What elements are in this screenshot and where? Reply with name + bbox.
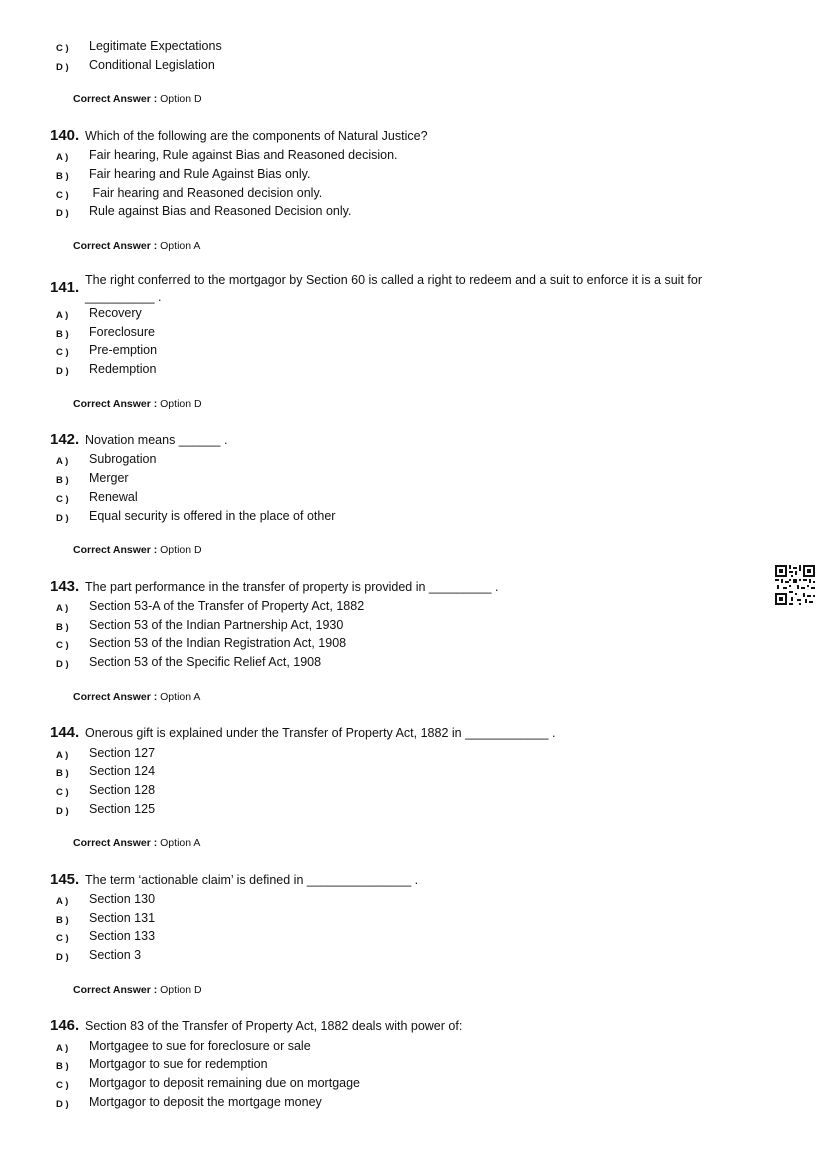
correct-answer xyxy=(73,837,200,849)
option-text: Foreclosure xyxy=(89,325,155,339)
option-letter: B ) xyxy=(56,171,69,182)
question-number: 146. xyxy=(50,1017,80,1034)
option-text: Subrogation xyxy=(89,452,157,466)
question-text: The right conferred to the mortgagor by Section 60 is called a right to redeem and a suit to enforce it is a suit for __________ . xyxy=(85,273,702,304)
option-letter: C ) xyxy=(56,347,69,358)
correct-answer xyxy=(73,240,200,252)
correct-answer xyxy=(73,691,200,703)
correct-answer-label: Correct Answer : xyxy=(73,93,158,105)
option-text: Fair hearing, Rule against Bias and Reasoned decision. xyxy=(89,148,398,162)
option-letter: A ) xyxy=(56,456,69,467)
question-number: 140. xyxy=(50,127,80,144)
option-letter: D ) xyxy=(56,659,69,670)
option-text: Fair hearing and Rule Against Bias only. xyxy=(89,167,311,181)
option-letter: C ) xyxy=(56,787,69,798)
option-text: Fair hearing and Reasoned decision only. xyxy=(89,186,323,200)
correct-answer-value: Option A xyxy=(160,691,201,703)
option-text: Section 130 xyxy=(89,892,156,906)
option-letter: A ) xyxy=(56,1043,69,1054)
option-letter: B ) xyxy=(56,475,69,486)
question-text: Onerous gift is explained under the Transfer of Property Act, 1882 in ____________ . xyxy=(85,726,556,740)
correct-answer-value: Option D xyxy=(160,93,202,105)
question-number: 144. xyxy=(50,724,80,741)
correct-answer xyxy=(73,398,202,410)
option-letter: C ) xyxy=(56,190,69,201)
question-number: 143. xyxy=(50,578,80,595)
option-text: Equal security is offered in the place of other xyxy=(89,509,336,523)
option-letter: A ) xyxy=(56,310,69,321)
question-number: 142. xyxy=(50,431,80,448)
option-text: Redemption xyxy=(89,362,157,376)
option-text: Section 53 of the Indian Registration Act, 1908 xyxy=(89,636,347,650)
option-letter: D ) xyxy=(56,208,69,219)
option-text: Pre-emption xyxy=(89,343,158,357)
option-letter: C ) xyxy=(56,640,69,651)
question-text: The term ‘actionable claim’ is defined in _______________ . xyxy=(85,873,419,887)
option-text: Section 53 of the Specific Relief Act, 1908 xyxy=(89,655,322,669)
option-text: Section 128 xyxy=(89,783,156,797)
option-text: Mortgagor to deposit remaining due on mortgage xyxy=(89,1076,360,1090)
question-text: The part performance in the transfer of property is provided in _________ . xyxy=(85,580,499,594)
option-letter: A ) xyxy=(56,896,69,907)
correct-answer xyxy=(73,984,202,996)
option-letter: D ) xyxy=(56,806,69,817)
option-text: Legitimate Expectations xyxy=(89,39,222,53)
option-letter: B ) xyxy=(56,768,69,779)
option-text: Section 3 xyxy=(89,948,142,962)
question-text: Section 83 of the Transfer of Property Act, 1882 deals with power of: xyxy=(85,1019,463,1033)
option-text: Rule against Bias and Reasoned Decision only. xyxy=(89,204,352,218)
correct-answer-value: Option A xyxy=(160,837,201,849)
option-letter: C ) xyxy=(56,933,69,944)
correct-answer-label: Correct Answer : xyxy=(73,691,158,703)
option-letter: C ) xyxy=(56,494,69,505)
option-text: Section 133 xyxy=(89,929,156,943)
option-letter: B ) xyxy=(56,622,69,633)
option-letter: D ) xyxy=(56,513,69,524)
option-text: Renewal xyxy=(89,490,138,504)
correct-answer-label: Correct Answer : xyxy=(73,544,158,556)
option-letter: D ) xyxy=(56,366,69,377)
option-text: Mortgagor to deposit the mortgage money xyxy=(89,1095,322,1109)
correct-answer-value: Option D xyxy=(160,398,202,410)
option-letter: A ) xyxy=(56,152,69,163)
option-letter: D ) xyxy=(56,952,69,963)
correct-answer-value: Option A xyxy=(160,240,201,252)
option-text: Conditional Legislation xyxy=(89,58,215,72)
option-text: Section 127 xyxy=(89,746,156,760)
correct-answer-label: Correct Answer : xyxy=(73,837,158,849)
option-text: Merger xyxy=(89,471,129,485)
correct-answer-label: Correct Answer : xyxy=(73,984,158,996)
option-letter: B ) xyxy=(56,915,69,926)
option-letter: B ) xyxy=(56,329,69,340)
option-letter: A ) xyxy=(56,603,69,614)
question-text: Novation means ______ . xyxy=(85,433,228,447)
option-text: Section 124 xyxy=(89,764,156,778)
correct-answer xyxy=(73,544,202,556)
option-text: Mortgagor to sue for redemption xyxy=(89,1057,268,1071)
qr-code-icon xyxy=(775,565,815,605)
option-text: Section 125 xyxy=(89,802,156,816)
option-text: Section 131 xyxy=(89,911,156,925)
option-letter: D ) xyxy=(56,62,69,73)
option-letter: A ) xyxy=(56,750,69,761)
option-letter: C ) xyxy=(56,1080,69,1091)
option-text: Mortgagee to sue for foreclosure or sale xyxy=(89,1039,311,1053)
correct-answer-value: Option D xyxy=(160,544,202,556)
correct-answer-value: Option D xyxy=(160,984,202,996)
option-text: Recovery xyxy=(89,306,142,320)
correct-answer xyxy=(73,93,202,105)
question-number: 145. xyxy=(50,871,80,888)
option-letter: B ) xyxy=(56,1061,69,1072)
correct-answer-label: Correct Answer : xyxy=(73,398,158,410)
option-text: Section 53 of the Indian Partnership Act, 1930 xyxy=(89,618,344,632)
question-text: Which of the following are the components of Natural Justice? xyxy=(85,129,428,143)
option-letter: D ) xyxy=(56,1099,69,1110)
option-text: Section 53-A of the Transfer of Property Act, 1882 xyxy=(89,599,365,613)
question-number: 141. xyxy=(50,279,80,296)
correct-answer-label: Correct Answer : xyxy=(73,240,158,252)
option-letter: C ) xyxy=(56,43,69,54)
